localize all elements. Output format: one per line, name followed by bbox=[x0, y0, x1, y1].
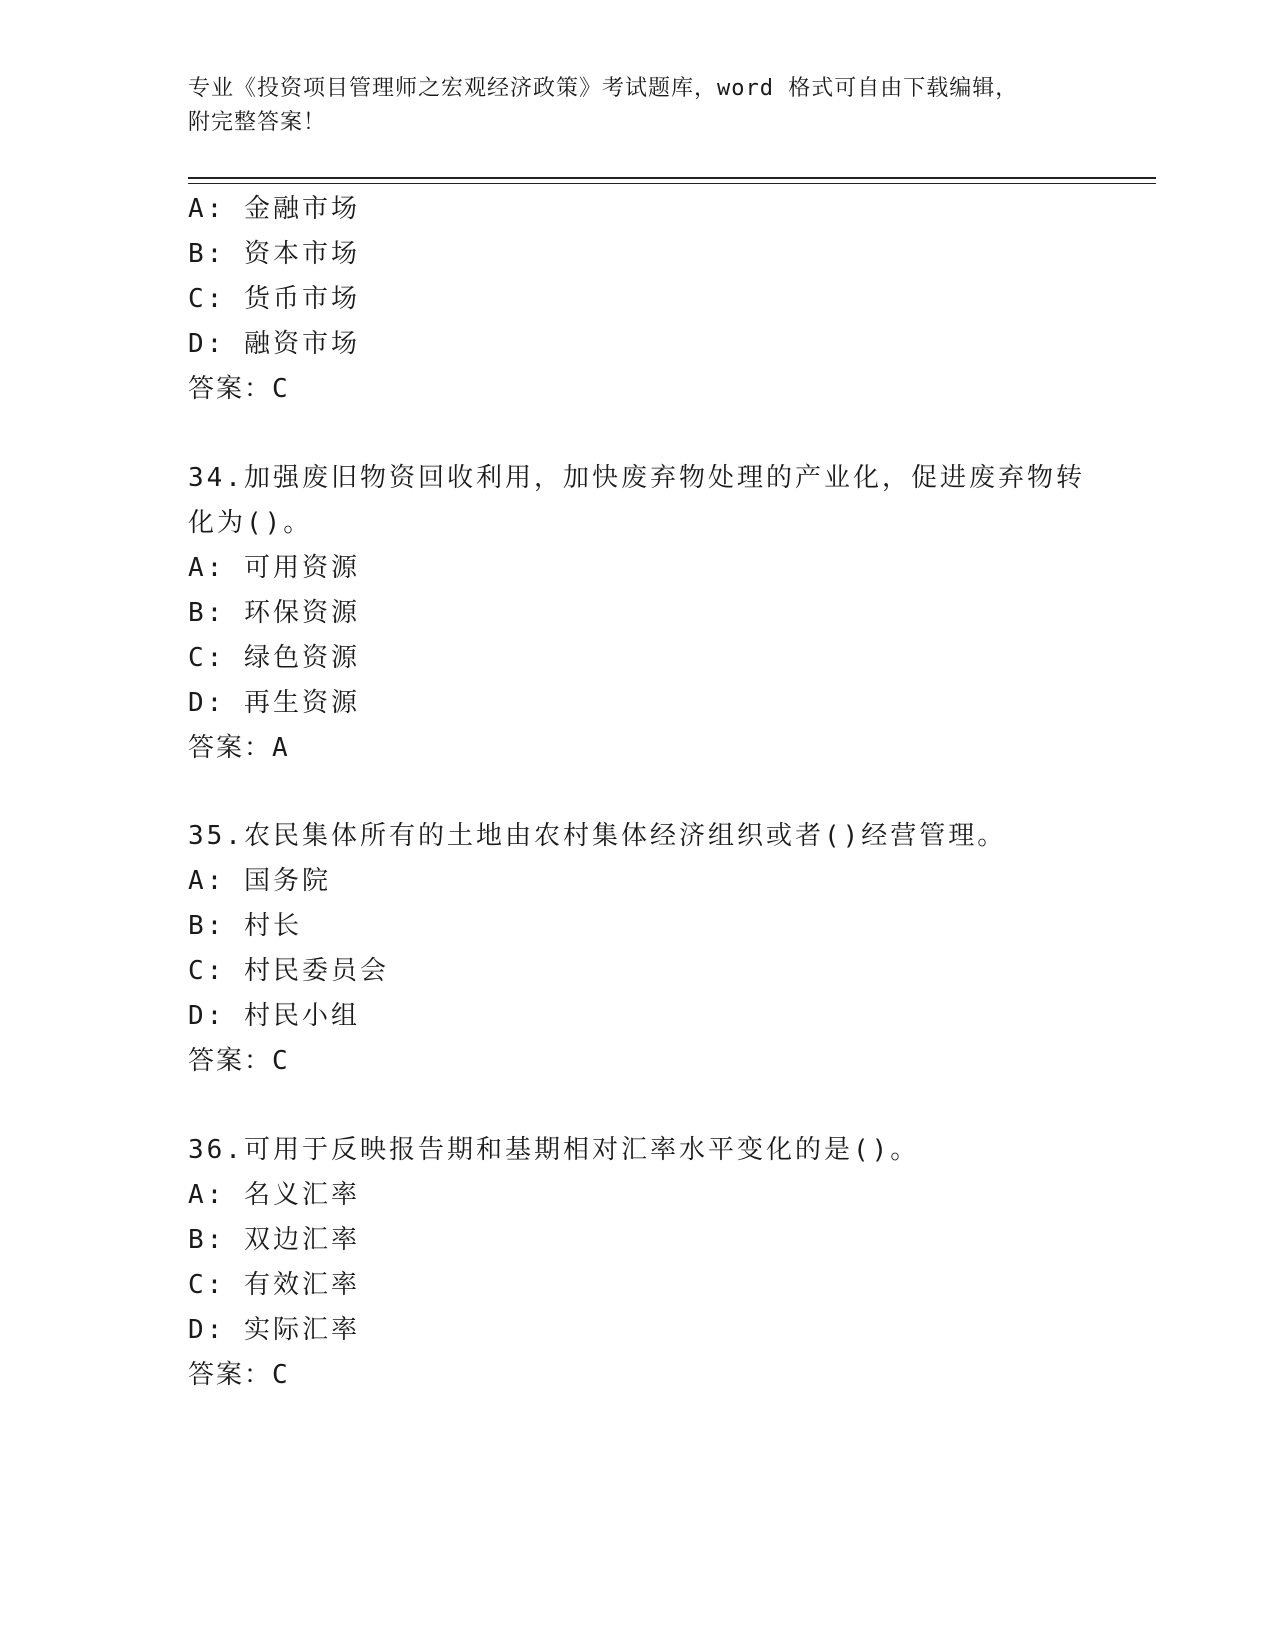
q36-answer-label: 答案： bbox=[188, 1360, 273, 1390]
header-line-1: 专业《投资项目管理师之宏观经济政策》考试题库，word 格式可自由下载编辑， bbox=[188, 76, 1019, 101]
q33-answer-label: 答案： bbox=[188, 374, 273, 404]
q35-answer bbox=[188, 1044, 290, 1078]
q34-option-c: C: 绿色资源 bbox=[188, 643, 360, 673]
q35-option-c: C: 村民委员会 bbox=[188, 956, 389, 986]
q35-answer-label: 答案： bbox=[188, 1046, 273, 1076]
q36-option-c: C: 有效汇率 bbox=[188, 1270, 360, 1300]
q34-stem-line-1: 34.加强废旧物资回收利用，加快废弃物处理的产业化，促进废弃物转 bbox=[188, 463, 1085, 493]
q33-answer-value: C bbox=[272, 374, 290, 404]
q35-option-b: B: 村长 bbox=[188, 911, 302, 941]
q34-stem-line-2: 化为()。 bbox=[188, 508, 313, 538]
q36-option-d: D: 实际汇率 bbox=[188, 1315, 360, 1345]
q34-answer-label: 答案： bbox=[188, 733, 273, 763]
q35-option-a: A: 国务院 bbox=[188, 866, 331, 896]
q36-option-b: B: 双边汇率 bbox=[188, 1225, 360, 1255]
q35-stem: 35.农民集体所有的土地由农村集体经济组织或者()经营管理。 bbox=[188, 821, 1007, 851]
q33-option-b: B: 资本市场 bbox=[188, 239, 360, 269]
q34-option-a: A: 可用资源 bbox=[188, 553, 360, 583]
header-line-2: 附完整答案！ bbox=[188, 110, 327, 135]
q35-answer-value: C bbox=[272, 1046, 290, 1076]
q33-option-c: C: 货币市场 bbox=[188, 284, 360, 314]
q34-answer bbox=[188, 731, 290, 765]
q33-answer bbox=[188, 372, 290, 406]
header-divider-thick bbox=[188, 177, 1156, 179]
q33-option-d: D: 融资市场 bbox=[188, 329, 360, 359]
q34-answer-value: A bbox=[272, 733, 290, 763]
header-divider-thin bbox=[188, 183, 1156, 184]
q34-option-d: D: 再生资源 bbox=[188, 688, 360, 718]
document-header bbox=[188, 72, 1088, 140]
q33-option-a: A: 金融市场 bbox=[188, 194, 360, 224]
q36-option-a: A: 名义汇率 bbox=[188, 1180, 360, 1210]
q36-answer bbox=[188, 1358, 290, 1392]
q35-option-d: D: 村民小组 bbox=[188, 1001, 360, 1031]
q36-stem: 36.可用于反映报告期和基期相对汇率水平变化的是()。 bbox=[188, 1135, 920, 1165]
q34-option-b: B: 环保资源 bbox=[188, 598, 360, 628]
q36-answer-value: C bbox=[272, 1360, 290, 1390]
